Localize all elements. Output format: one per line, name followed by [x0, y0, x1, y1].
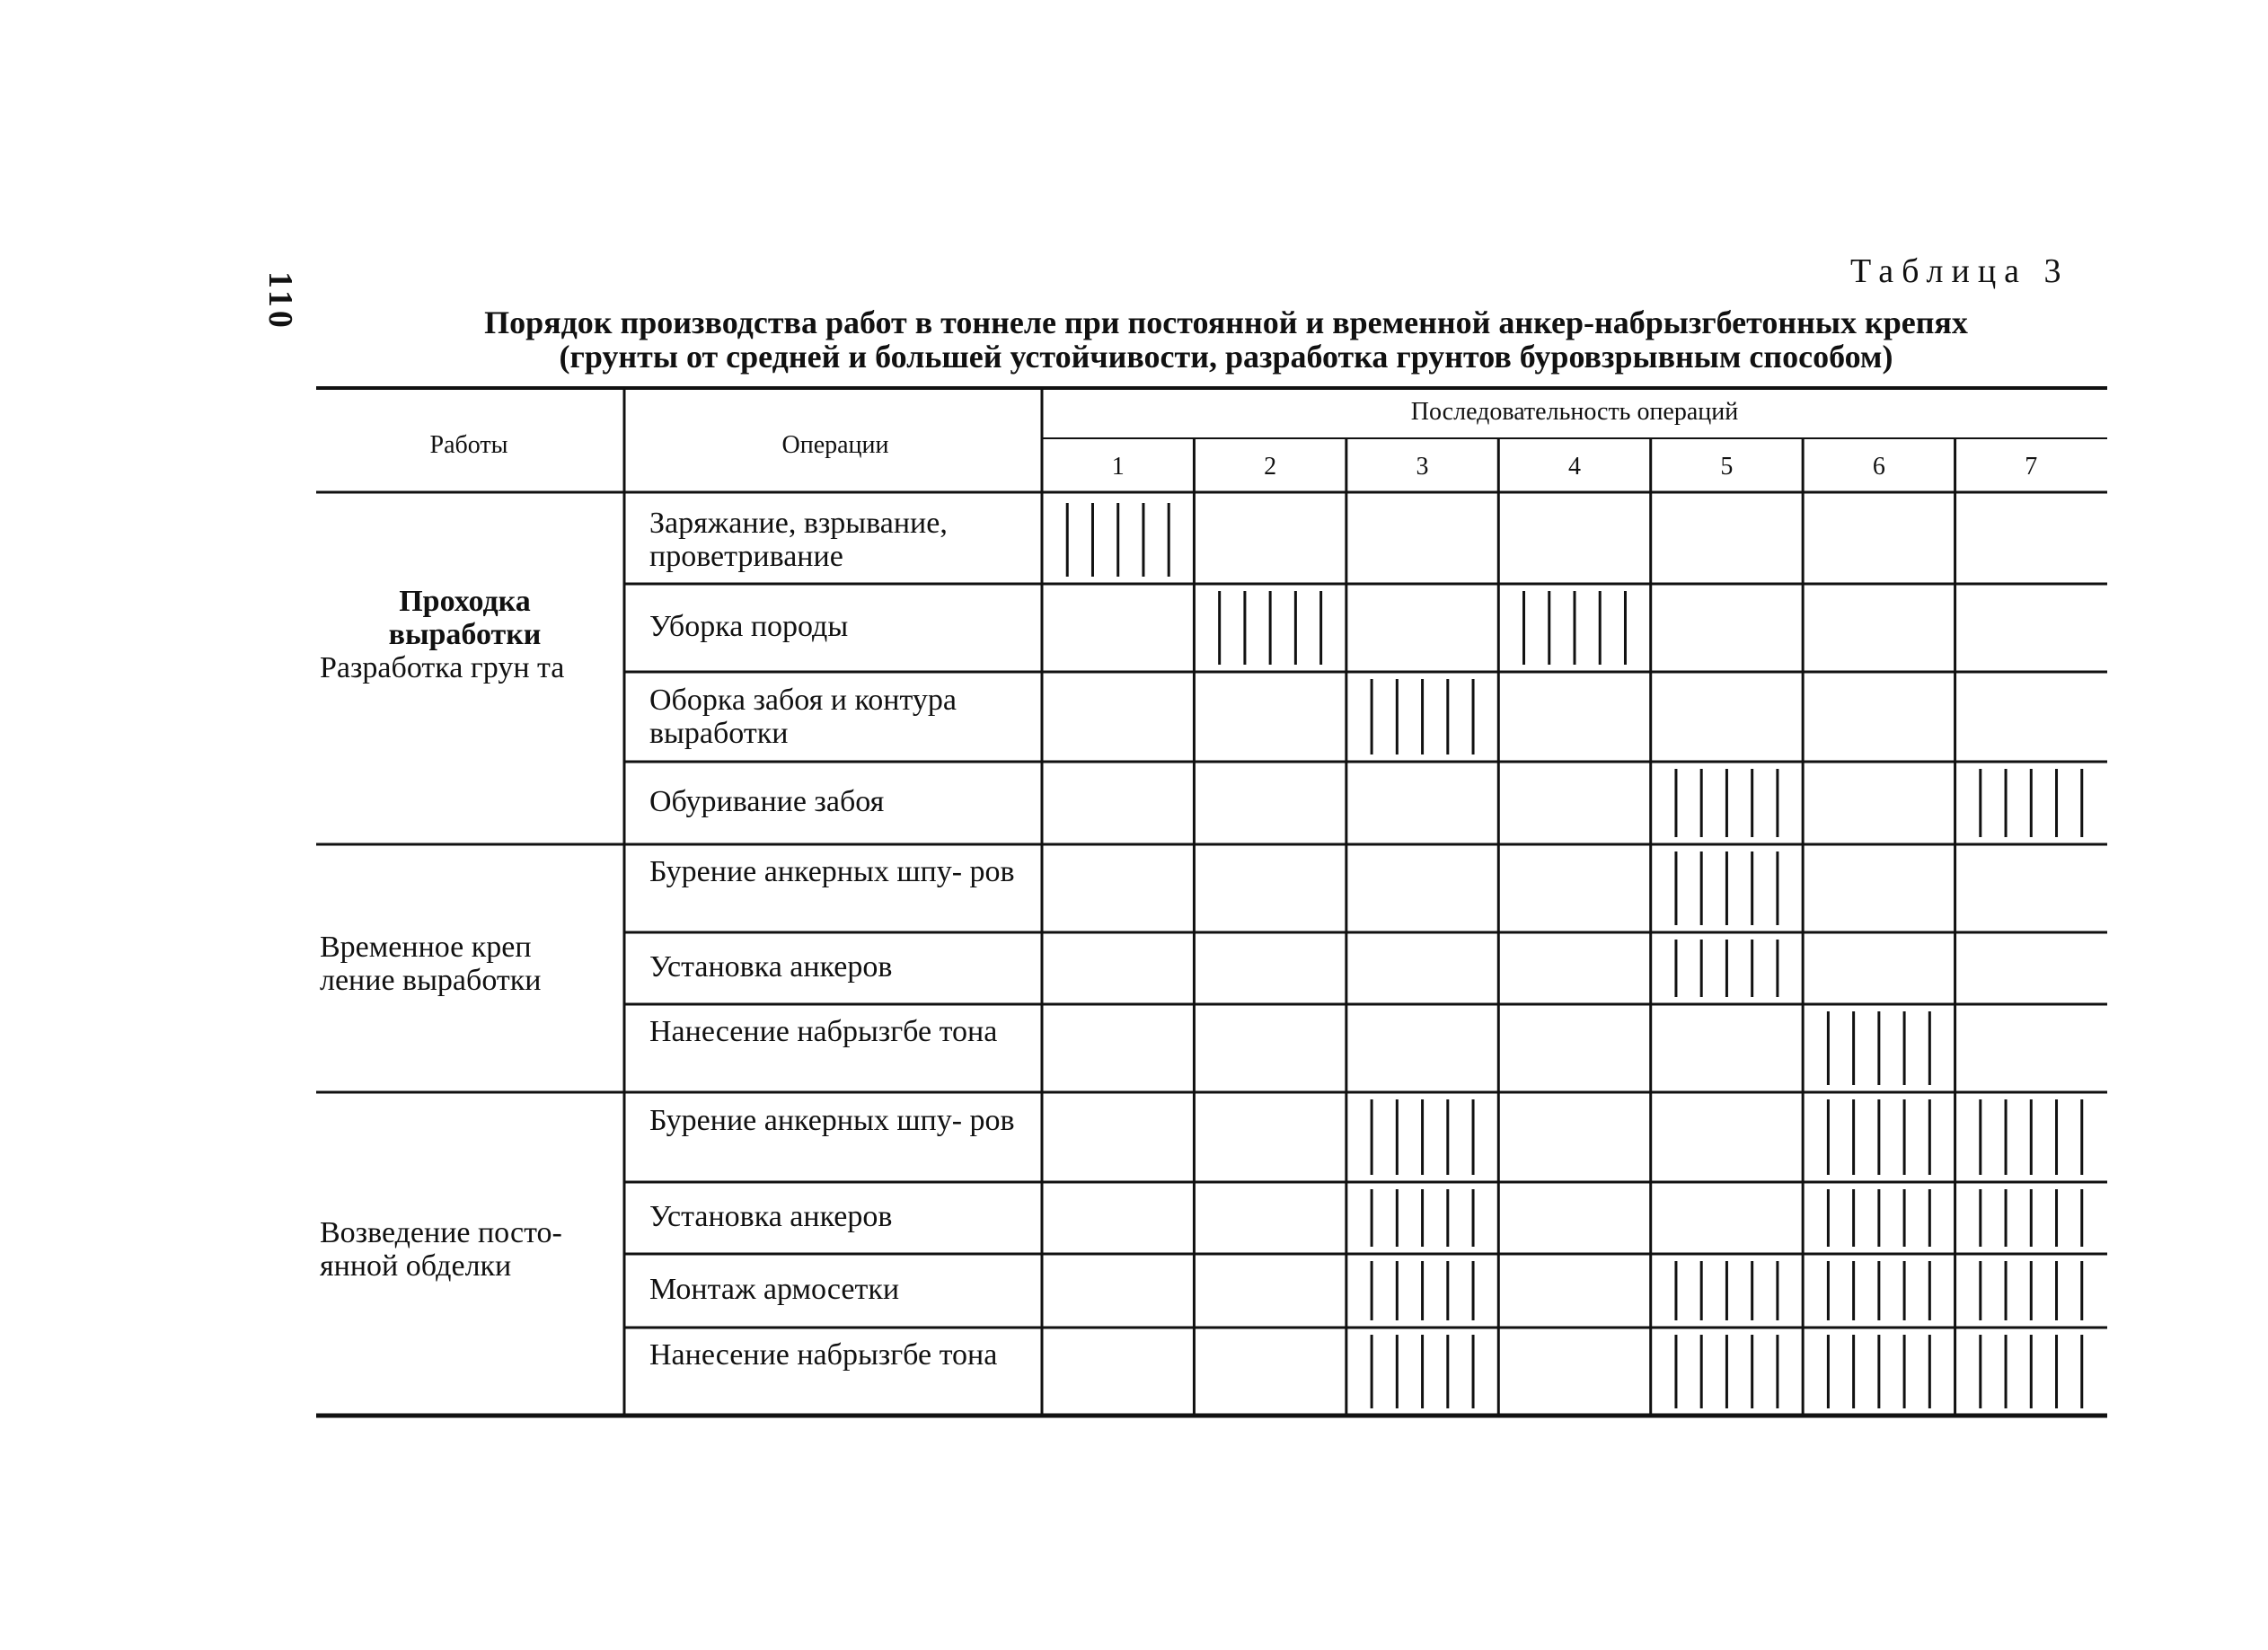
operation-cell: Уборка породы	[649, 610, 849, 643]
operation-cell: Заряжание, взрывание, проветривание	[649, 507, 948, 573]
work-group-2	[320, 931, 610, 997]
step-label-1: 1	[1111, 453, 1125, 481]
operation-cell: Установка анкеров	[649, 1200, 893, 1233]
operation-cell: Нанесение набрызгбе тона	[649, 1015, 998, 1048]
operation-cell: Нанесение набрызгбе тона	[649, 1338, 998, 1372]
operation-cell: Бурение анкерных шпу- ров	[649, 855, 1015, 888]
step-label-4: 4	[1567, 453, 1581, 481]
operation-cell: Бурение анкерных шпу- ров	[649, 1104, 1015, 1137]
operation-cell: Установка анкеров	[649, 950, 893, 984]
work-group-bold-title: Проходка выработки	[388, 585, 542, 651]
work-group-title: Возведение посто- янной обделки	[320, 1216, 562, 1283]
work-group-1	[320, 585, 610, 684]
work-group-title: Временное креп ление выработки	[320, 931, 542, 997]
step-label-3: 3	[1416, 453, 1429, 481]
operation-cell: Монтаж армосетки	[649, 1273, 900, 1306]
operation-cell: Обуривание забоя	[649, 785, 885, 818]
step-label-2: 2	[1264, 453, 1277, 481]
page-number: 110	[261, 271, 299, 331]
step-label-7: 7	[2025, 453, 2038, 481]
step-label-6: 6	[1872, 453, 1885, 481]
header-works: Работы	[429, 431, 508, 459]
table-number: Таблица 3	[1850, 252, 2069, 290]
operation-cell: Оборка забоя и контура выработки	[649, 684, 957, 750]
work-group-3	[320, 1216, 610, 1283]
header-sequence: Последовательность операций	[1410, 398, 1739, 426]
header-operations: Операции	[781, 431, 889, 459]
title-line-2: (грунты от средней и большей устойчивости, разработка грунтов буровзрывным способом)	[559, 339, 1893, 375]
work-group-title: Разработка грун та	[320, 651, 565, 684]
title-line-1: Порядок производства работ в тоннеле при постоянной и временной анкер-набрызгбетонных крепях	[484, 304, 1968, 340]
step-label-5: 5	[1720, 453, 1734, 481]
